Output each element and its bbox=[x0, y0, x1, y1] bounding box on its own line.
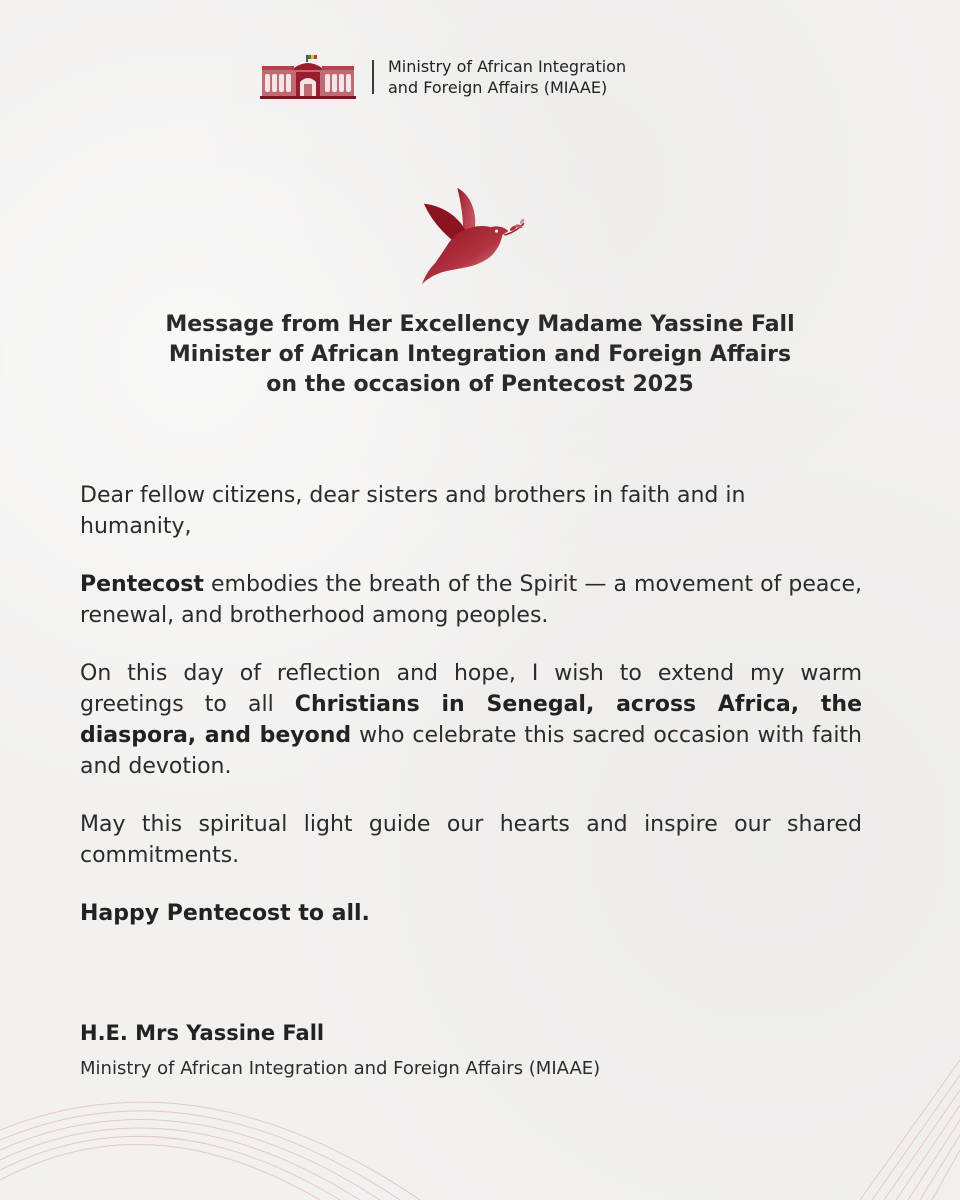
message-title bbox=[60, 310, 900, 400]
title-line-3: on the occasion of Pentecost 2025 bbox=[266, 372, 694, 397]
pentecost-paragraph bbox=[80, 569, 862, 631]
ministry-name: Ministry of African Integration and Foreign Affairs (MIAAE) bbox=[388, 57, 627, 97]
greetings-paragraph bbox=[80, 658, 862, 782]
closing-bold: Happy Pentecost to all. bbox=[80, 901, 370, 926]
title-line-2: Minister of African Integration and Foreign Affairs bbox=[168, 342, 792, 367]
greeting-paragraph: Dear fellow citizens, dear sisters and brothers in faith and in humanity, bbox=[80, 483, 746, 539]
signature-block bbox=[80, 1018, 600, 1084]
message-body bbox=[80, 480, 862, 956]
pentecost-bold: Pentecost bbox=[80, 572, 204, 597]
pentecost-text: embodies the breath of the Spirit — a movement of peace, renewal, and brotherhood among peoples. bbox=[80, 572, 862, 628]
dove-icon bbox=[418, 184, 526, 292]
ministry-header bbox=[260, 54, 626, 100]
signatory-name: H.E. Mrs Yassine Fall bbox=[80, 1021, 325, 1045]
spiritual-light-paragraph: May this spiritual light guide our hearts and inspire our shared commitments. bbox=[80, 812, 862, 868]
closing-paragraph bbox=[80, 898, 862, 929]
header-divider bbox=[372, 60, 374, 94]
ministry-building-logo bbox=[260, 54, 356, 100]
signatory-organization: Ministry of African Integration and Foreign Affairs (MIAAE) bbox=[80, 1058, 601, 1079]
greetings-text-end: who celebrate this sacred occasion with faith and devotion. bbox=[80, 723, 862, 779]
greetings-text-start: On this day of reflection and hope, I wish to extend my warm greetings to all bbox=[80, 661, 862, 717]
title-line-1: Message from Her Excellency Madame Yassine Fall bbox=[165, 312, 795, 337]
christians-bold: Christians in Senegal, across Africa, the diaspora, and beyond bbox=[80, 692, 862, 748]
